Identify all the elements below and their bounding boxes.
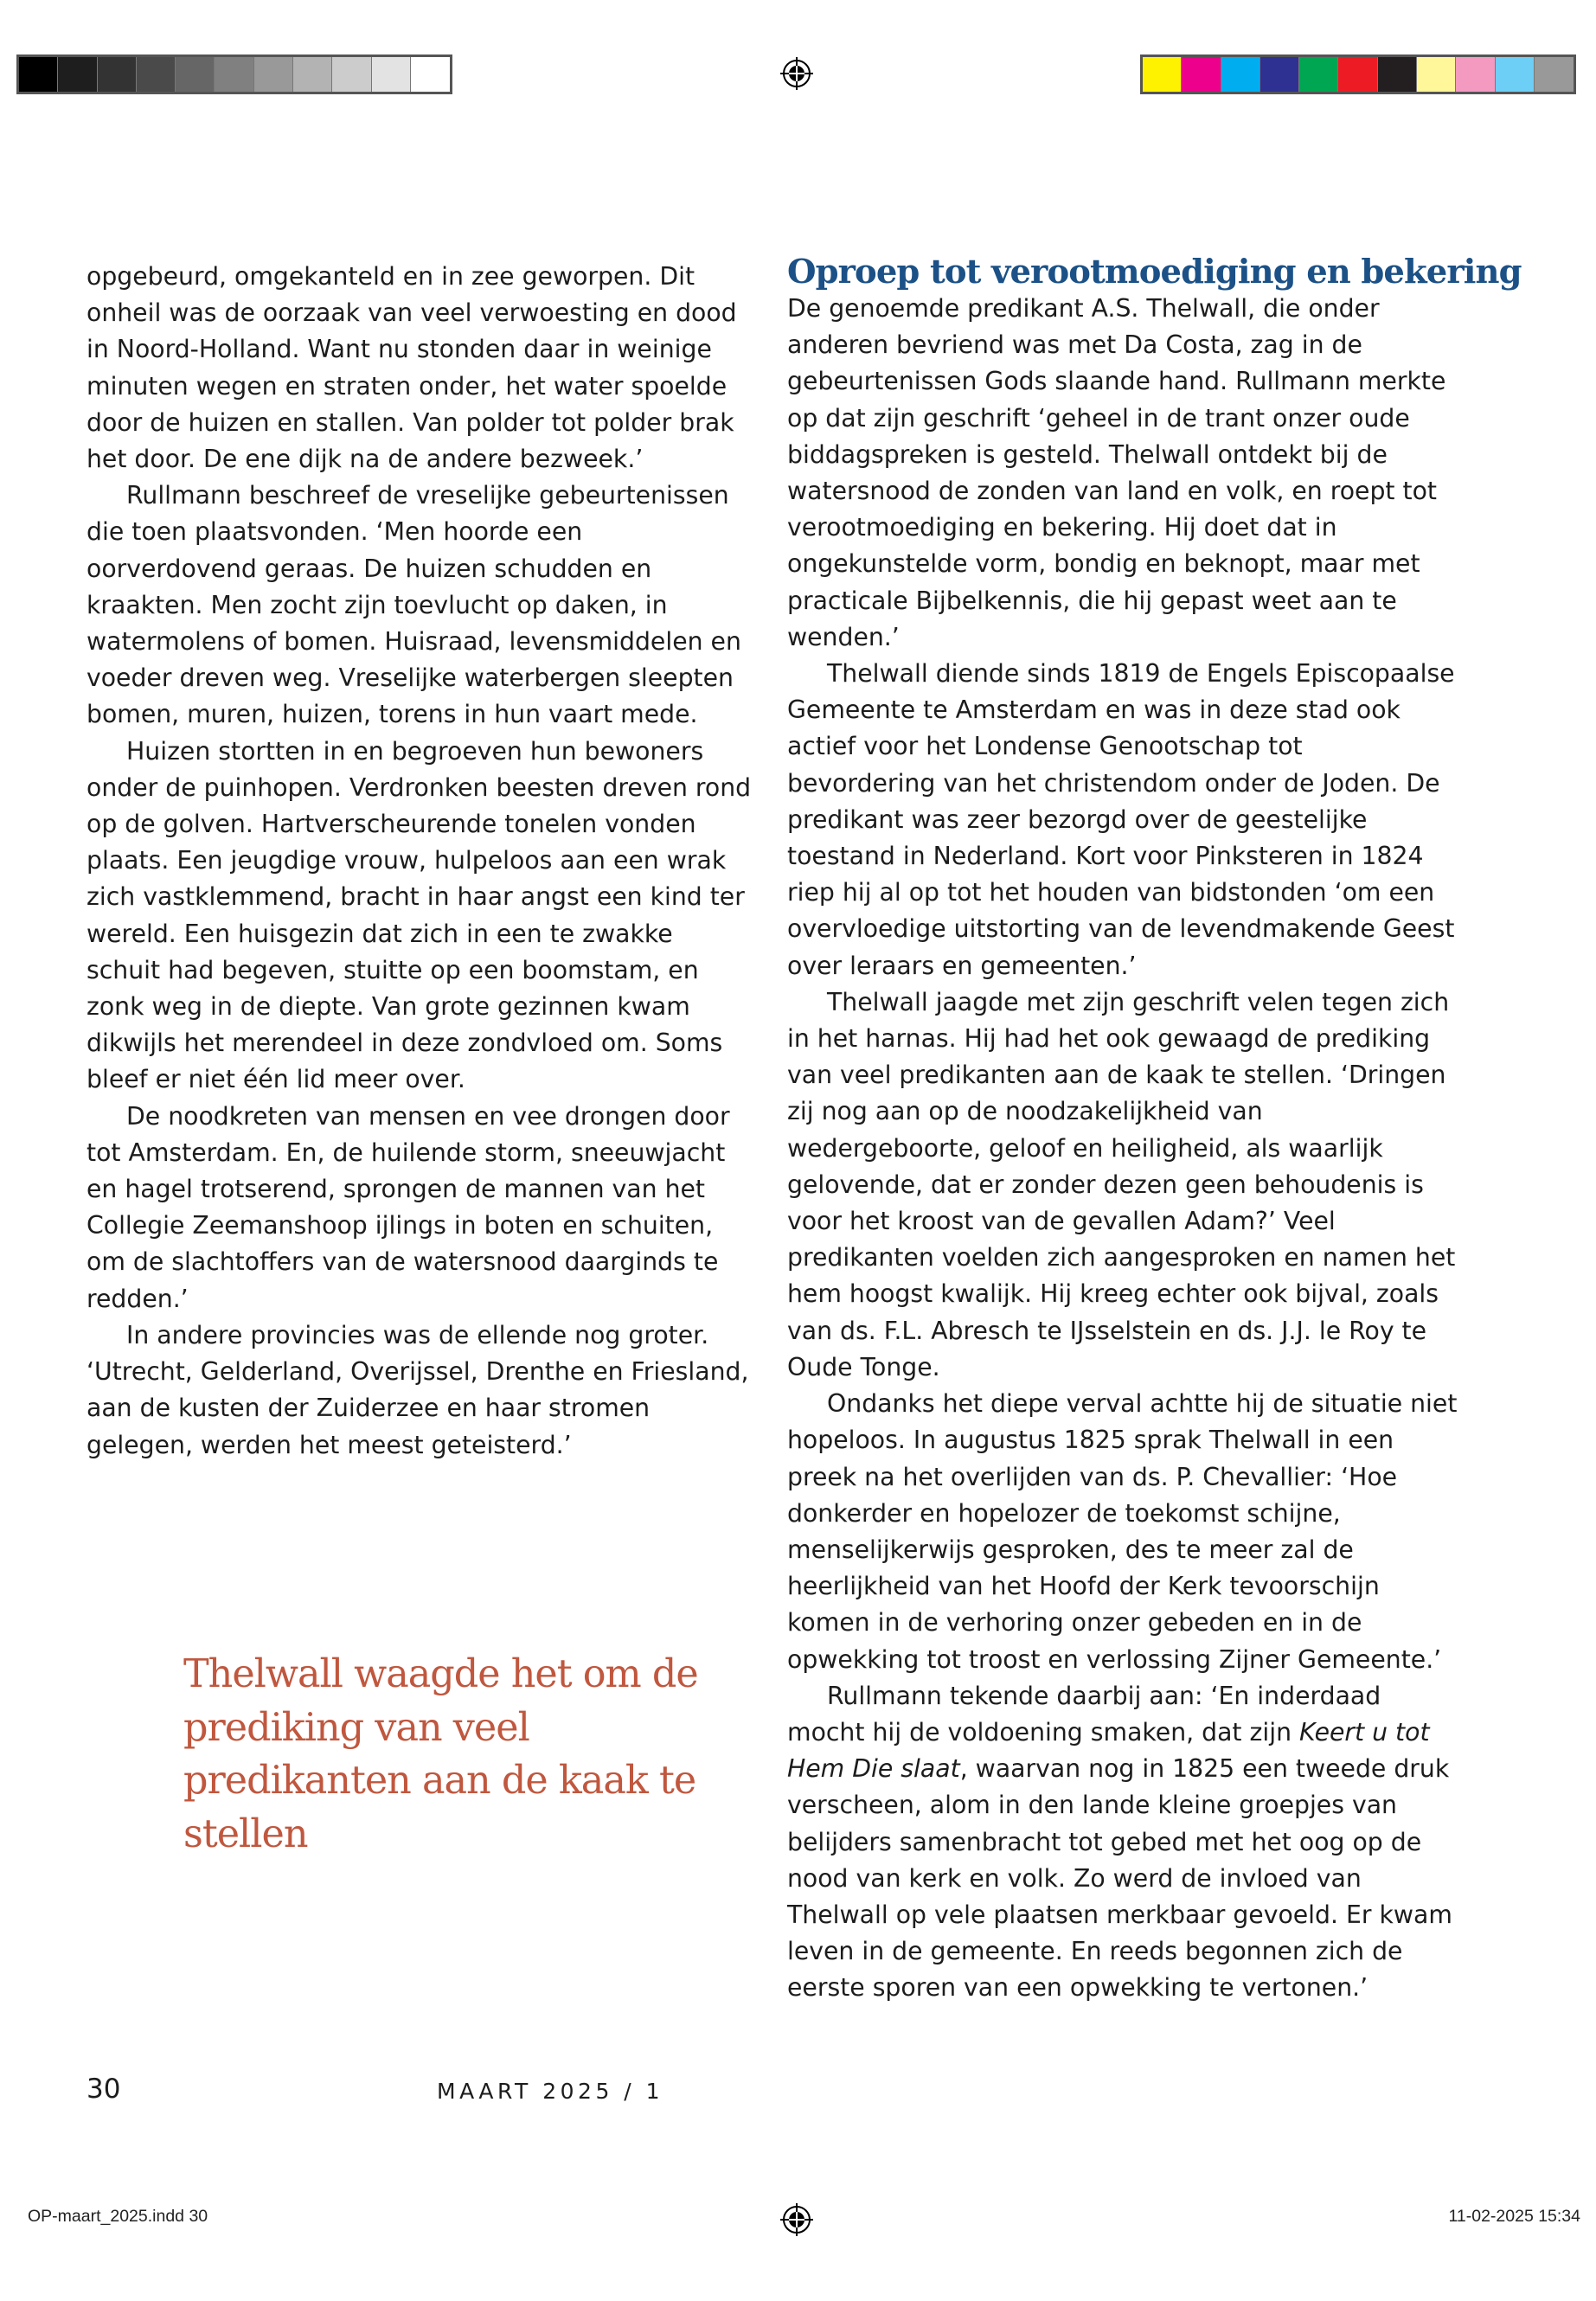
text-run: Rullmann tekende daarbij aan: ‘En inderdaad mocht hij de voldoening smaken, dat zijn [787,1681,1381,1747]
gray-swatch [58,57,97,92]
color-swatch [1221,57,1260,92]
text-run: , waarvan nog in 1825 een tweede druk verscheen, alom in den lande kleine groepjes van belijders samenbracht tot gebed met het oog op de nood van kerk en volk. Zo werd de invloed van Thelwall op vele plaatsen merkbaar gevoeld. Er kwam leven in de gemeente. En reeds begonnen zich de eerste sporen van een opwekking te vertonen.’ [787,1754,1452,2003]
body-paragraph: In andere provincies was de ellende nog groter. ‘Utrecht, Gelderland, Overijssel, Drenthe en Friesland, aan de kusten der Zuiderzee en haar stromen gelegen, werden het meest geteisterd.’ [87,1320,749,1459]
color-swatch [1417,57,1456,92]
print-slug-filename: OP-maart_2025.indd 30 [28,2207,208,2226]
issue-label: MAART 2025 / 1 [437,2079,664,2104]
cmyk-color-bar [1140,54,1576,94]
gray-swatch [293,57,332,92]
body-paragraph: Thelwall diende sinds 1819 de Engels Episcopaalse Gemeente te Amsterdam en was in deze stad ook actief voor het Londense Genootschap tot bevordering van het christendom onder de Joden. De predikant was zeer bezorgd over de geestelijke toestand in Nederland. Kort voor Pinksteren in 1824 riep hij al op tot het houden van bidstonden ‘om een overvloedige uitstorting van de levendmakende Geest over leraars en gemeenten.’ [787,659,1455,980]
color-swatch [1182,57,1221,92]
left-text-column [87,259,753,1464]
color-swatch [1378,57,1417,92]
print-slug-date: 11-02-2025 15:34 [1448,2207,1580,2226]
grayscale-color-bar [16,54,452,94]
body-paragraph: De genoemde predikant A.S. Thelwall, die onder anderen bevriend was met Da Costa, zag in de gebeurtenissen Gods slaande hand. Rullmann merkte op dat zijn geschrift ‘geheel in de trant onzer oude biddagspreken is gesteld. Thelwall ontdekt bij de watersnood de zonden van land en volk, en roept tot verootmoediging en bekering. Hij doet dat in ongekunstelde vorm, bondig en beknopt, maar met practicale Bijbelkennis, die hij gepast weet aan te wenden.’ [787,294,1446,651]
color-swatch [1260,57,1299,92]
color-swatch [1299,57,1338,92]
body-paragraph: opgebeurd, omgekanteld en in zee geworpen. Dit onheil was de oorzaak van veel verwoesting en dood in Noord-Holland. Want nu stonden daar in weinige minuten wegen en straten onder, het water spoelde door de huizen en stallen. Van polder tot polder brak het door. De ene dijk na de andere bezweek.’ [87,262,737,474]
color-swatch [1338,57,1377,92]
color-swatch [1535,57,1574,92]
book-title: Keert u tot Hem Die slaat [787,1717,1430,1784]
registration-mark-icon [780,2203,813,2236]
body-paragraph: Ondanks het diepe verval achtte hij de situatie niet hopeloos. In augustus 1825 sprak Thelwall in een preek na het overlijden van ds. P. Chevallier: ‘Hoe donkerder en hopelozer de toekomst schijne, menselijkerwijs gesproken, des te meer zal de heerlijkheid van het Hoofd der Kerk tevoorschijn komen in de verhoring onzer gebeden en in de opwekking tot troost en verlossing Zijner Gemeente.’ [787,1389,1458,1674]
body-paragraph [787,1678,1458,2007]
gray-swatch [254,57,293,92]
color-swatch [1456,57,1495,92]
registration-mark-icon [780,57,813,90]
body-paragraph: Huizen stortten in en begroeven hun bewoners onder de puinhopen. Verdronken beesten dreven rond op de golven. Hartverscheurende tonelen vonden plaats. Een jeugdige vrouw, hulpeloos aan een wrak zich vastklemmend, bracht in haar angst een kind ter wereld. Een huisgezin dat zich in een te zwakke schuit had begeven, stuitte op een boomstam, en zonk weg in de diepte. Van grote gezinnen kwam dikwijls het merendeel in deze zondvloed om. Soms bleef er niet één lid meer over. [87,736,752,1094]
pull-quote: Thelwall waagde het om de prediking van veel predikanten aan de kaak te stellen [183,1652,698,1856]
color-swatch [1143,57,1182,92]
gray-swatch [332,57,371,92]
gray-swatch [98,57,137,92]
body-paragraph: De noodkreten van mensen en vee drongen door tot Amsterdam. En, de huilende storm, sneeuwjacht en hagel trotserend, sprongen de mannen van het Collegie Zeemanshoop ijlings in boten en schuiten, om de slachtoffers van de watersnood daarginds te redden.’ [87,1101,730,1313]
section-heading: Oproep tot verootmoediging en bekering [787,253,1522,292]
gray-swatch [411,57,450,92]
right-text-column [787,251,1522,2007]
gray-swatch [137,57,176,92]
gray-swatch [372,57,411,92]
color-swatch [1496,57,1535,92]
body-paragraph: Thelwall jaagde met zijn geschrift velen tegen zich in het harnas. Hij had het ook gewaagd de prediking van veel predikanten aan de kaak te stellen. ‘Dringen zij nog aan op de noodzakelijkheid van wedergeboorte, geloof en heiligheid, als waarlijk gelovende, dat er zonder dezen geen behoudenis is voor het kroost van de gevallen Adam?’ Veel predikanten voelden zich aangesproken en namen het hem hoogst kwalijk. Hij kreeg echter ook bijval, zoals van ds. F.L. Abresch te IJsselstein en ds. J.J. le Roy te Oude Tonge. [787,987,1456,1381]
gray-swatch [19,57,58,92]
body-paragraph: Rullmann beschreef de vreselijke gebeurtenissen die toen plaatsvonden. ‘Men hoorde een oorverdovend geraas. De huizen schudden en kraakten. Men zocht zijn toevlucht op daken, in watermolens of bomen. Huisraad, levensmiddelen en voeder dreven weg. Vreselijke waterbergen sleepten bomen, muren, huizen, torens in hun vaart mede. [87,481,741,729]
gray-swatch [215,57,253,92]
gray-swatch [176,57,215,92]
page-number: 30 [87,2073,121,2105]
